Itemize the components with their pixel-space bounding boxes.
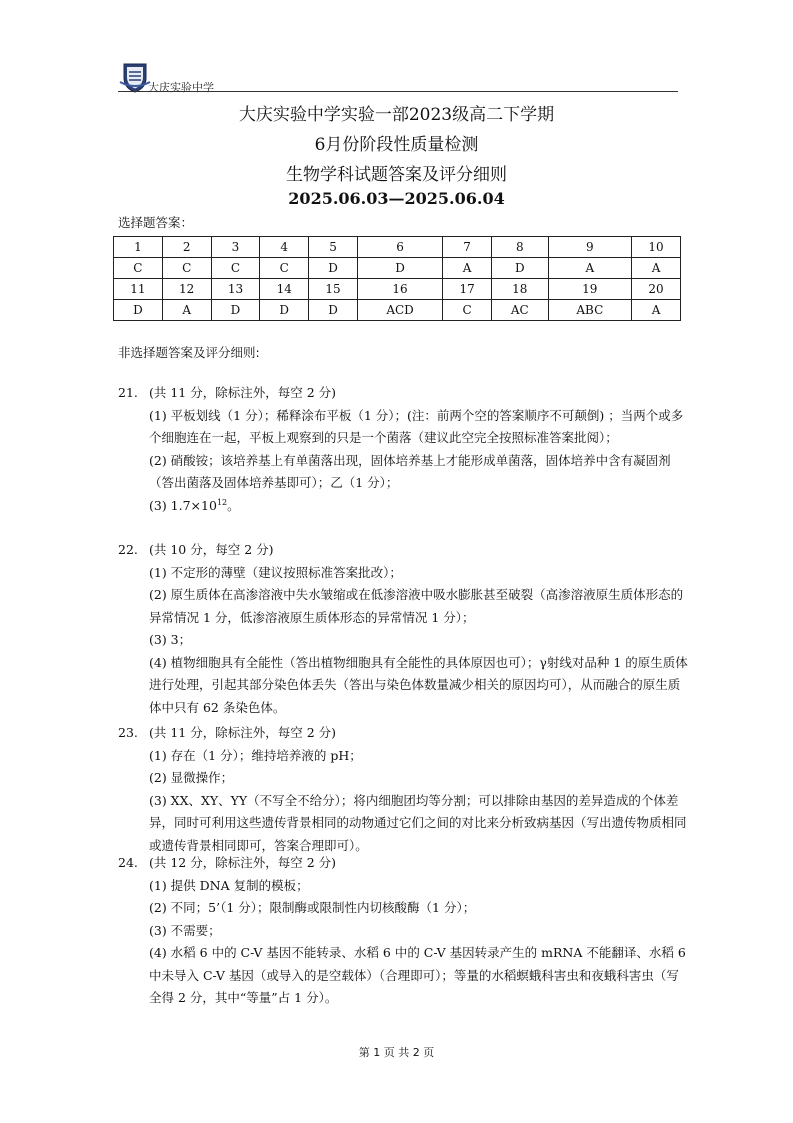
answer-item: (1) 平板划线（1 分）；稀释涂布平板（1 分）；(注：前两个空的答案顺序不可颠倒) ；当两个或多个细胞连在一起，平板上观察到的只是一个菌落（建议此空完全按照标准答案批阅）；	[149, 407, 684, 445]
question-number: 22.	[118, 542, 138, 557]
header-divider	[118, 91, 678, 92]
answer-item: (4) 植物细胞具有全能性（答出植物细胞具有全能性的具体原因也可）；γ射线对品种 1 的原生质体进行处理，引起其部分染色体丢失（答出与染色体数量减少相关的原因均可），从而融合的原生质体中只有 62 条染色体。	[149, 654, 688, 715]
table-row	[114, 300, 681, 321]
question-score-note: (共 12 分，除标注外，每空 2 分)	[149, 855, 337, 870]
question-number-cell: 16	[357, 279, 442, 300]
page-title-line2: 6月份阶段性质量检测	[314, 135, 479, 155]
answer-item: (1) 提供 DNA 复制的模板；	[149, 877, 309, 893]
page-title-line1: 大庆实验中学实验一部2023级高二下学期	[238, 105, 555, 125]
question-number-cell: 5	[309, 237, 358, 258]
answer-cell: AC	[492, 300, 549, 321]
answer-cell: C	[443, 300, 492, 321]
question-number-cell: 4	[260, 237, 309, 258]
answer-item: (3) 3；	[149, 632, 192, 647]
answer-cell: A	[162, 300, 211, 321]
question-score-note: (共 11 分，除标注外，每空 2 分)	[149, 725, 337, 740]
answer-item: (3) XX、XY、YY（不写全不给分）；将内细胞团均等分割；可以排除由基因的差异造成的个体差异，同时可利用这些遗传背景相同的动物通过它们之间的对比来分析致病基因（写出遗传物质相同或遗传背景相同即可，答案合理即可）。	[149, 792, 687, 853]
answer-cell: D	[260, 300, 309, 321]
question-number-cell: 7	[443, 237, 492, 258]
answer-cell: D	[211, 300, 260, 321]
question-number-cell: 9	[548, 237, 632, 258]
mcq-answer-table	[113, 236, 681, 321]
answer-cell: D	[492, 258, 549, 279]
mcq-section-label: 选择题答案：	[118, 215, 194, 230]
answer-cell: A	[632, 258, 681, 279]
page-header	[118, 58, 678, 98]
question-number: 21.	[118, 385, 138, 400]
question-number: 23.	[118, 725, 138, 740]
question-number-cell: 11	[114, 279, 163, 300]
answer-item: (1) 存在（1 分）；维持培养液的 pH；	[149, 747, 362, 763]
question-score-note: (共 11 分，除标注外，每空 2 分)	[149, 385, 337, 400]
question-number-cell: 17	[443, 279, 492, 300]
question-number-cell: 15	[309, 279, 358, 300]
question-number-cell: 18	[492, 279, 549, 300]
question-number-cell: 6	[357, 237, 442, 258]
question-number-cell: 2	[162, 237, 211, 258]
answer-item: (2) 不同；5’（1 分）；限制酶或限制性内切核酸酶（1 分）；	[149, 900, 476, 915]
question-number-cell: 13	[211, 279, 260, 300]
answer-cell: C	[211, 258, 260, 279]
page-footer: 第 1 页 共 2 页	[358, 1046, 435, 1059]
answer-item: (2) 原生质体在高渗溶液中失水皱缩或在低渗溶液中吸水膨胀甚至破裂（高渗溶液原生质体形态的异常情况 1 分，低渗溶液原生质体形态的异常情况 1 分）；	[149, 587, 684, 625]
answer-cell: C	[162, 258, 211, 279]
answer-item: (3) 不需要；	[149, 922, 221, 938]
question-22	[118, 539, 688, 719]
answer-cell: A	[443, 258, 492, 279]
nonmcq-section-label: 非选择题答案及评分细则:	[118, 345, 260, 360]
answer-text: (3) 1.7×10	[149, 497, 217, 513]
page-title-line3: 生物学科试题答案及评分细则	[286, 165, 507, 185]
question-24	[118, 852, 688, 1010]
exponent: 12	[216, 497, 228, 507]
question-number: 24.	[118, 855, 138, 870]
answer-item: (1) 不定形的薄壁（建议按照标准答案批改）；	[149, 564, 402, 580]
answer-item: (2) 硝酸铵；该培养基上有单菌落出现，固体培养基上才能形成单菌落，固体培养中含有凝固剂（答出菌落及固体培养基即可）；乙（1 分）；	[149, 452, 671, 490]
question-number-cell: 1	[114, 237, 163, 258]
question-21	[118, 382, 688, 517]
answer-cell: D	[114, 300, 163, 321]
answer-item: (2) 显微操作；	[149, 770, 234, 785]
table-row	[114, 258, 681, 279]
answer-cell: D	[309, 258, 358, 279]
exam-date: 2025.06.03—2025.06.04	[288, 189, 505, 208]
question-number-cell: 12	[162, 279, 211, 300]
answer-cell: ACD	[357, 300, 442, 321]
school-logo-icon	[118, 60, 152, 94]
answer-text: 。	[227, 497, 240, 513]
question-23	[118, 722, 688, 857]
answer-cell: C	[114, 258, 163, 279]
answer-item	[149, 495, 688, 518]
question-number-cell: 3	[211, 237, 260, 258]
question-number-cell: 10	[632, 237, 681, 258]
answer-cell: A	[548, 258, 632, 279]
answer-item: (4) 水稻 6 中的 C-V 基因不能转录、水稻 6 中的 C-V 基因转录产生的 mRNA 不能翻译、水稻 6 中未导入 C-V 基因（或导入的是空载体）（合理即可）；等量的水稻螟蛾科害虫和夜蛾科害虫（写全得 2 分，其中“等量”占 1 分）。	[149, 945, 686, 1005]
question-number-cell: 14	[260, 279, 309, 300]
answer-cell: A	[632, 300, 681, 321]
question-score-note: (共 10 分，每空 2 分)	[149, 542, 274, 557]
answer-cell: ABC	[548, 300, 632, 321]
table-header-row	[114, 237, 681, 258]
question-number-cell: 19	[548, 279, 632, 300]
question-number-cell: 8	[492, 237, 549, 258]
answer-cell: C	[260, 258, 309, 279]
school-name: 大庆实验中学	[148, 81, 214, 94]
answer-cell: D	[309, 300, 358, 321]
table-header-row	[114, 279, 681, 300]
question-number-cell: 20	[632, 279, 681, 300]
answer-cell: D	[357, 258, 442, 279]
